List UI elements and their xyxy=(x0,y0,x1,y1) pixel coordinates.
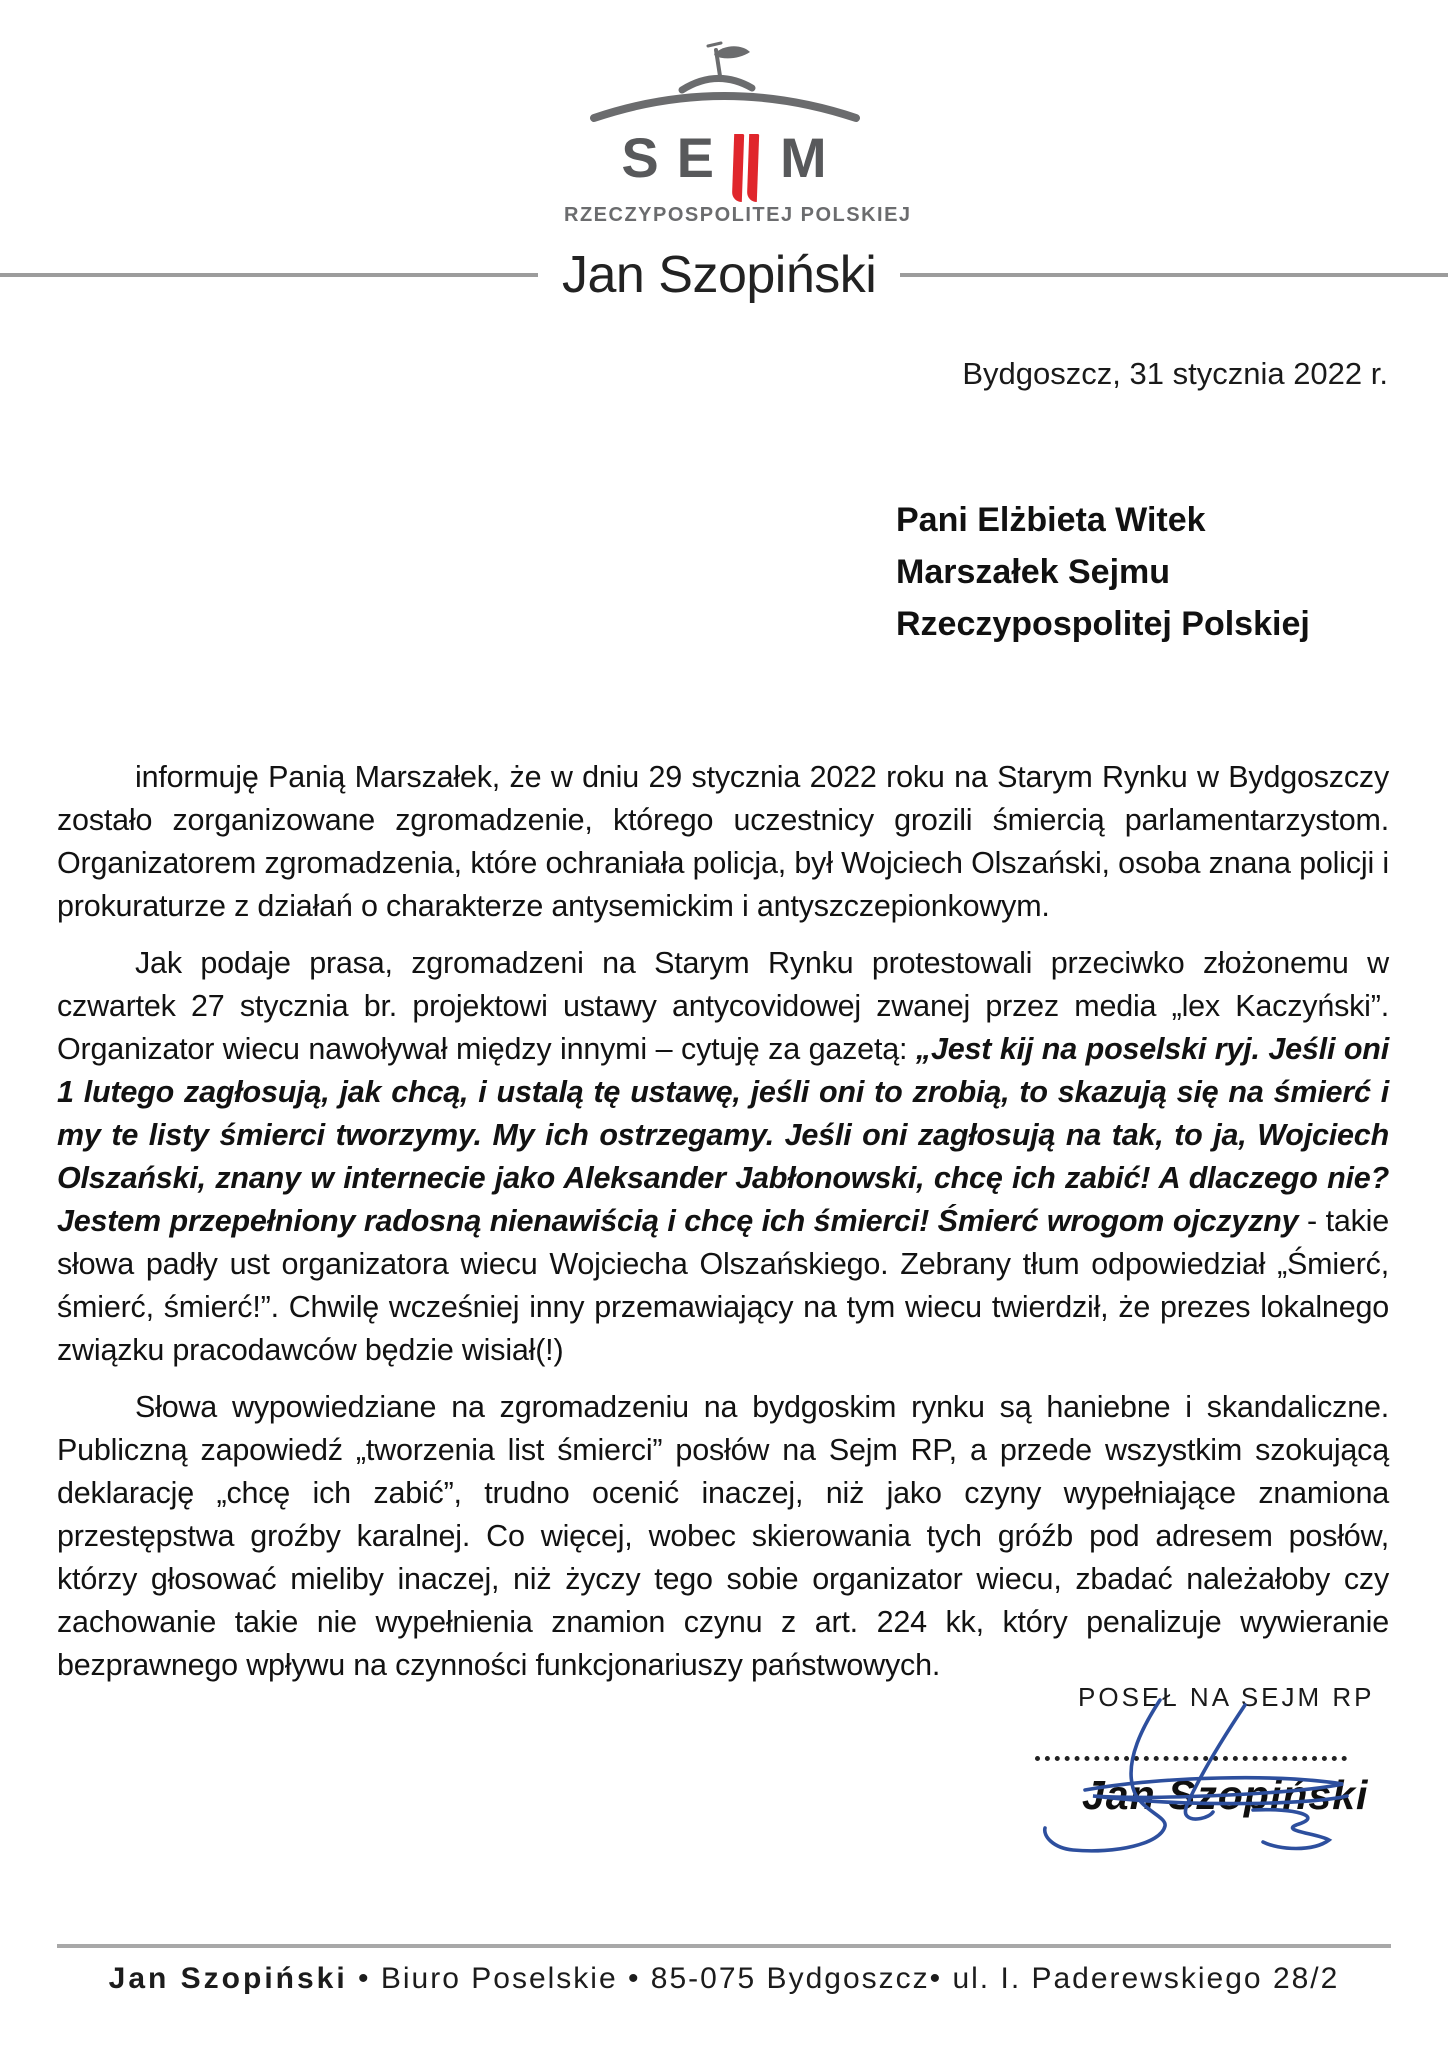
logo-letter-e: E xyxy=(676,126,715,189)
signature-dotted-line xyxy=(1035,1756,1347,1761)
footer-rule xyxy=(57,1944,1391,1948)
signature-title: POSEŁ NA SEJM RP xyxy=(1078,1682,1375,1712)
sejm-red-j-mark-icon xyxy=(731,134,763,202)
heading-row xyxy=(0,240,1448,310)
addressee-line-3: Rzeczypospolitej Polskiej xyxy=(896,605,1310,643)
heading-rule-left xyxy=(0,273,538,277)
sejm-logo-word xyxy=(564,128,884,198)
letter-paragraph-2: Jak podaje prasa, zgromadzeni na Starym Rynku protestowali przeciwko złożonemu w czwartek 27 stycznia br. projektowi ustawy antycovidowej zwanej przez media „lex Kaczyński”. Organizator wiecu nawoływał między innymi – cytuję za gazetą: „Jest kij na poselski ryj. Jeśli oni 1 lutego zagłosują, jak chcą, i ustalą tę ustawę, jeśli oni to zrobią, to skazują się na śmierć i my te listy śmierci tworzymy. My ich ostrzegamy. Jeśli oni zagłosują na tak, to ja, Wojciech Olszański, znany w internecie jako Aleksander Jabłonowski, chcę ich zabić! A dlaczego nie? Jestem przepełniony radosną nienawiścią i chcę ich śmierci! Śmierć wrogom ojczyzny - takie słowa padły ust organizatora wiecu Wojciecha Olszańskiego. Zebrany tłum odpowiedział „Śmierć, śmierć, śmierć!”. Chwilę wcześniej inny przemawiający na tym wiecu twierdził, że prezes lokalnego związku pracodawców będzie wisiał(!) xyxy=(57,946,1389,1367)
addressee-block xyxy=(896,494,1310,650)
date-line: Bydgoszcz, 31 stycznia 2022 r. xyxy=(962,356,1388,391)
footer-line xyxy=(0,1962,1448,1996)
addressee-line-1: Pani Elżbieta Witek xyxy=(896,501,1206,539)
logo-letter-s: S xyxy=(621,126,659,189)
addressee-line-2: Marszałek Sejmu xyxy=(896,553,1171,591)
logo-subtitle: RZECZYPOSPOLITEJ POLSKIEJ xyxy=(564,204,912,226)
sejm-dome-icon xyxy=(584,38,864,126)
deputy-name-heading: Jan Szopiński xyxy=(562,246,877,304)
footer-address: • Biuro Poselskie • 85-075 Bydgoszcz• ul. I. Paderewskiego 28/2 xyxy=(347,1962,1340,1995)
footer-name: Jan Szopiński xyxy=(108,1962,348,1995)
signature-printed-name: Jan Szopiński xyxy=(1082,1772,1369,1818)
letter-paragraph-3: Słowa wypowiedziane na zgromadzeniu na bydgoskim rynku są haniebne i skandaliczne. Publiczną zapowiedź „tworzenia list śmierci” posłów na Sejm RP, a przede wszystkim szokującą deklarację „chcę ich zabić”, trudno ocenić inaczej, niż jako czyny wypełniające znamiona przestępstwa groźby karalnej. Co więcej, wobec skierowania tych gróźb pod adresem posłów, którzy głosować mieliby inaczej, niż życzy tego sobie organizator wiecu, zbadać należałoby czy zachowanie takie nie wypełnienia znamion czynu z art. 224 kk, który penalizuje wywieranie bezprawnego wpływu na czynności funkcjonariuszy państwowych. xyxy=(57,1390,1389,1682)
letter-body xyxy=(57,756,1389,1701)
letter-paragraph-1: informuję Panią Marszałek, że w dniu 29 stycznia 2022 roku na Starym Rynku w Bydgoszczy zostało zorganizowane zgromadzenie, którego uczestnicy grozili śmiercią parlamentarzystom. Organizatorem zgromadzenia, które ochraniała policja, był Wojciech Olszański, osoba znana policji i prokuraturze z działań o charakterze antysemickim i antyszczepionkowym. xyxy=(57,760,1389,923)
heading-rule-right xyxy=(900,273,1448,277)
logo-letter-m: M xyxy=(780,126,827,189)
sejm-logo xyxy=(564,38,912,227)
